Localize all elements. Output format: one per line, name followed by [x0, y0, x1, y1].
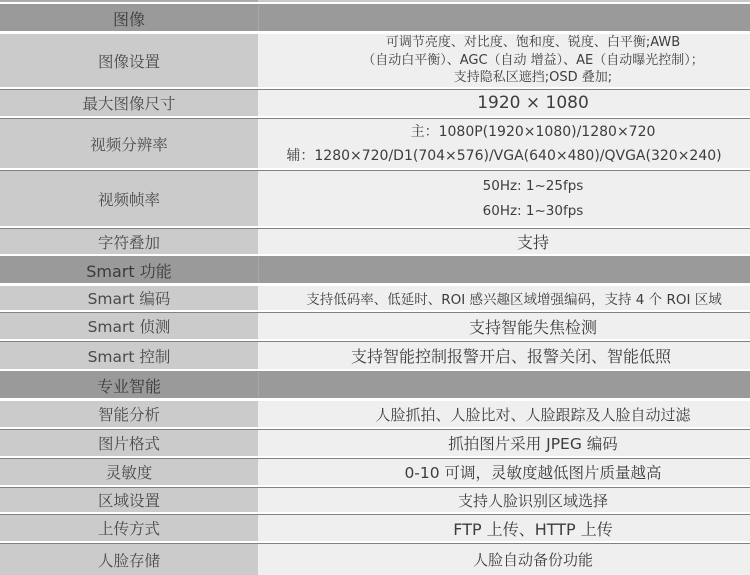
row-label: Smart 编码 [87, 290, 171, 308]
table-row [0, 228, 750, 254]
table-row [0, 33, 750, 87]
row-value-line: 支持 [516, 233, 549, 252]
row-value-line: FTP 上传、HTTP 上传 [453, 519, 613, 539]
row-value-line: 可调节亮度、对比度、饱和度、锐度、白平衡;AWB [385, 35, 681, 51]
row-value-line: 主：1080P(1920×1080)/1280×720 [410, 123, 656, 140]
row-value-line: 抓拍图片采用 JPEG 编码 [448, 435, 618, 453]
section-title-label: Smart 功能 [86, 261, 172, 281]
row-value-line: 支持低码率、低延时、ROI 感兴趣区域增强编码，支持 4 个 ROI 区域 [306, 292, 722, 308]
row-value-line: 人脸自动备份功能 [472, 551, 593, 569]
row-label-cell [0, 119, 258, 168]
table-row [0, 285, 750, 310]
row-label: 最大图像尺寸 [82, 95, 176, 113]
row-label: 灵敏度 [105, 464, 153, 482]
row-value-cell [258, 488, 750, 512]
section-title [0, 372, 259, 398]
row-value-line: （自动白平衡）、AGC（自动 增益）、AE（自动曝光控制）； [362, 52, 704, 68]
row-value-cell [258, 34, 750, 87]
row-label: 视频分辨率 [90, 135, 168, 154]
row-value-line: 支持智能失焦检测 [468, 317, 597, 337]
row-label-cell [0, 313, 258, 339]
row-label-cell [0, 286, 258, 310]
cropped-top-border [0, 0, 750, 2]
row-value-cell [258, 119, 750, 168]
row-value-cell [258, 459, 750, 485]
row-label-cell [0, 544, 258, 575]
table-row [0, 487, 750, 512]
table-row [0, 514, 750, 541]
section-title [0, 257, 259, 283]
section-title-label: 图像 [112, 9, 145, 29]
row-value-line: 支持隐私区遮挡;OSD 叠加; [453, 70, 613, 86]
section-title-label: 专业智能 [96, 376, 161, 396]
row-value-cell [258, 171, 750, 226]
row-value-line: 50Hz: 1~25fps [482, 177, 584, 194]
row-value-line: 支持人脸识别区域选择 [457, 491, 608, 510]
row-value-line: 60Hz: 1~30fps [482, 202, 584, 219]
row-value-cell [258, 401, 750, 427]
row-label: 字符叠加 [97, 233, 160, 252]
row-label-cell [0, 171, 258, 226]
table-row [0, 543, 750, 575]
row-label-cell [0, 401, 258, 427]
row-label-cell [0, 459, 258, 485]
row-label-cell [0, 488, 258, 512]
row-value-cell [258, 90, 750, 116]
table-row [0, 400, 750, 427]
row-value-line: 人脸抓拍、人脸比对、人脸跟踪及人脸自动过滤 [375, 405, 691, 424]
section-header-row [0, 4, 750, 31]
row-label-cell [0, 515, 258, 541]
row-label: 人脸存储 [97, 551, 160, 570]
row-value-cell [258, 342, 750, 369]
table-row [0, 341, 750, 369]
section-header-row [0, 256, 750, 283]
row-value-cell [258, 313, 750, 339]
row-label: 区域设置 [97, 492, 160, 510]
row-label: 上传方式 [97, 520, 160, 538]
table-row [0, 89, 750, 116]
row-label-cell [0, 229, 258, 254]
row-label: 图片格式 [97, 435, 160, 453]
section-header-row [0, 371, 750, 398]
row-value-line: 1920 × 1080 [477, 93, 589, 113]
table-row [0, 429, 750, 456]
spec-table-rows [0, 4, 750, 575]
section-header-filler [259, 372, 750, 398]
row-value-line: 支持智能控制报警开启、报警关闭、智能低照 [350, 347, 671, 366]
row-value-cell [258, 430, 750, 456]
section-header-filler [259, 5, 750, 31]
row-label: Smart 控制 [87, 347, 171, 366]
row-label-cell [0, 34, 258, 87]
table-row [0, 118, 750, 168]
table-row [0, 170, 750, 226]
table-row [0, 312, 750, 339]
table-row [0, 458, 750, 485]
row-label-cell [0, 342, 258, 369]
row-value-cell [258, 229, 750, 254]
section-header-filler [259, 257, 750, 283]
row-label: 智能分析 [97, 406, 160, 424]
row-value-line: 0-10 可调，灵敏度越低图片质量越高 [404, 464, 662, 482]
row-label: 视频帧率 [97, 190, 160, 209]
row-label: 图像设置 [97, 52, 160, 71]
row-label-cell [0, 90, 258, 116]
row-value-cell [258, 544, 750, 575]
section-title [0, 5, 259, 31]
row-label: Smart 侦测 [87, 318, 171, 336]
row-value-cell [258, 515, 750, 541]
row-label-cell [0, 430, 258, 456]
row-value-cell [258, 286, 750, 310]
row-value-line: 辅：1280×720/D1(704×576)/VGA(640×480)/QVGA(320×240) [286, 147, 722, 164]
